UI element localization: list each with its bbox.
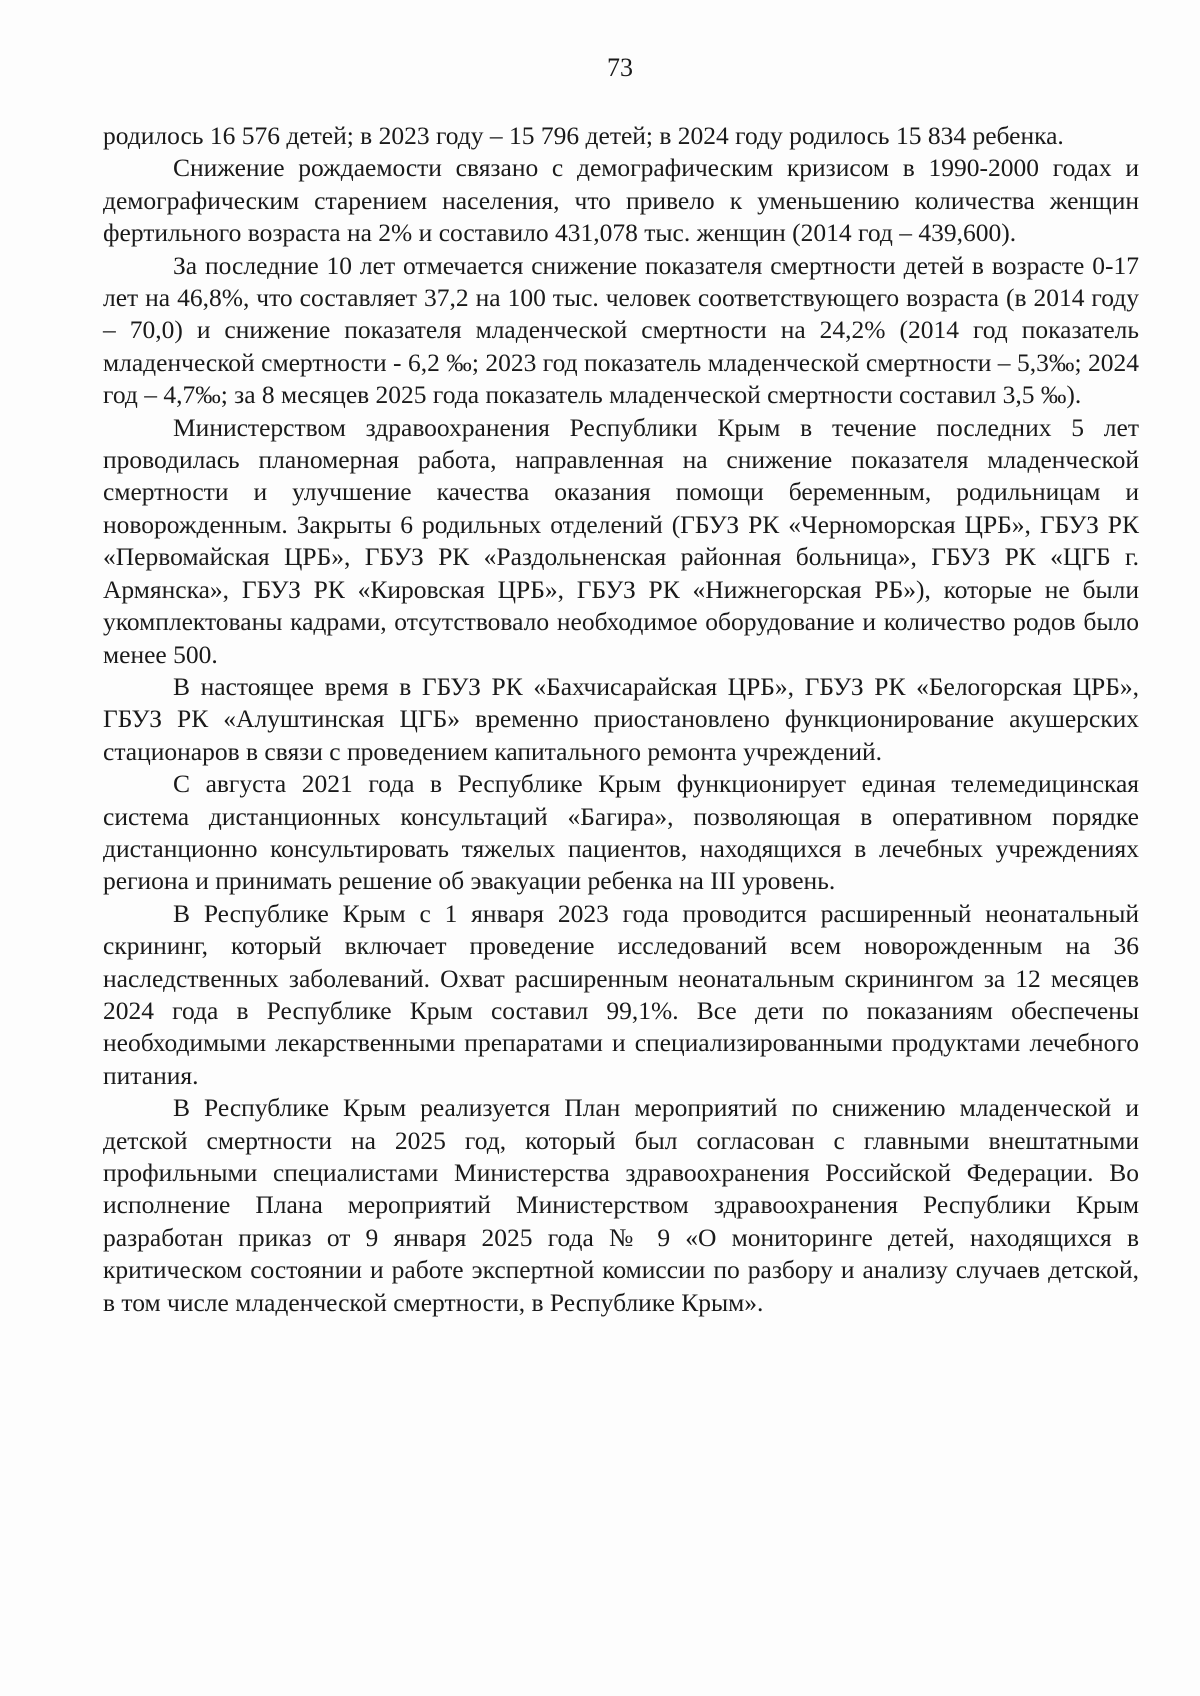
paragraph-3: За последние 10 лет отмечается снижение показателя смертности детей в возрасте 0-17 лет на 46,8%, что составляет 37,2 на 100 тыс. человек соответствующего возраста (в 2014 году – 70,0) и снижение показателя младенческой смертности на 24,2% (2014 год показатель младенческой смертности - 6,2 ‰; 2023 год показатель младенческой смертности – 5,3‰; 2024 год – 4,7‰; за 8 месяцев 2025 года показатель младенческой смертности составил 3,5 ‰). <box>103 250 1139 410</box>
paragraph-4: Министерством здравоохранения Республики Крым в течение последних 5 лет проводилась планомерная работа, направленная на снижение показателя младенческой смертности и улучшение качества оказания помощи беременным, родильницам и новорожденным. Закрыты 6 родильных отделений (ГБУЗ РК «Черноморская ЦРБ», ГБУЗ РК «Первомайская ЦРБ», ГБУЗ РК «Раздольненская районная больница», ГБУЗ РК «ЦГБ г. Армянска», ГБУЗ РК «Кировская ЦРБ», ГБУЗ РК «Нижнегорская РБ»), которые не были укомплектованы кадрами, отсутствовало необходимое оборудование и количество родов было менее 500. <box>103 412 1139 669</box>
paragraph-1: родилось 16 576 детей; в 2023 году – 15 796 детей; в 2024 году родилось 15 834 ребенка. <box>103 121 1064 150</box>
paragraph-8: В Республике Крым реализуется План мероприятий по снижению младенческой и детской смертности на 2025 год, который был согласован с главными внештатными профильными специалистами Министерства здравоохранения Российской Федерации. Во исполнение Плана мероприятий Министерством здравоохранения Республики Крым разработан приказ от 9 января 2025 года № 9 «О мониторинге детей, находящихся в критическом состоянии и работе экспертной комиссии по разбору и анализу случаев детской, в том числе младенческой смертности, в Республике Крым». <box>103 1093 1139 1317</box>
document-body <box>103 120 1139 1319</box>
page-number: 73 <box>607 53 633 82</box>
paragraph-5: В настоящее время в ГБУЗ РК «Бахчисарайская ЦРБ», ГБУЗ РК «Белогорская ЦРБ», ГБУЗ РК «Алуштинская ЦГБ» временно приостановлено функционирование акушерских стационаров в связи с проведением капитального ремонта учреждений. <box>103 671 1139 766</box>
paragraph-2: Снижение рождаемости связано с демографическим кризисом в 1990-2000 годах и демографическим старением населения, что привело к уменьшению количества женщин фертильного возраста на 2% и составило 431,078 тыс. женщин (2014 год – 439,600). <box>103 153 1139 248</box>
paragraph-7: В Республике Крым с 1 января 2023 года проводится расширенный неонатальный скрининг, который включает проведение исследований всем новорожденным на 36 наследственных заболеваний. Охват расширенным неонатальным скринингом за 12 месяцев 2024 года в Республике Крым составил 99,1%. Все дети по показаниям обеспечены необходимыми лекарственными препаратами и специализированными продуктами лечебного питания. <box>103 898 1139 1090</box>
paragraph-6: С августа 2021 года в Республике Крым функционирует единая телемедицинская система дистанционных консультаций «Багира», позволяющая в оперативном порядке дистанционно консультировать тяжелых пациентов, находящихся в лечебных учреждениях региона и принимать решение об эвакуации ребенка на III уровень. <box>103 769 1139 896</box>
